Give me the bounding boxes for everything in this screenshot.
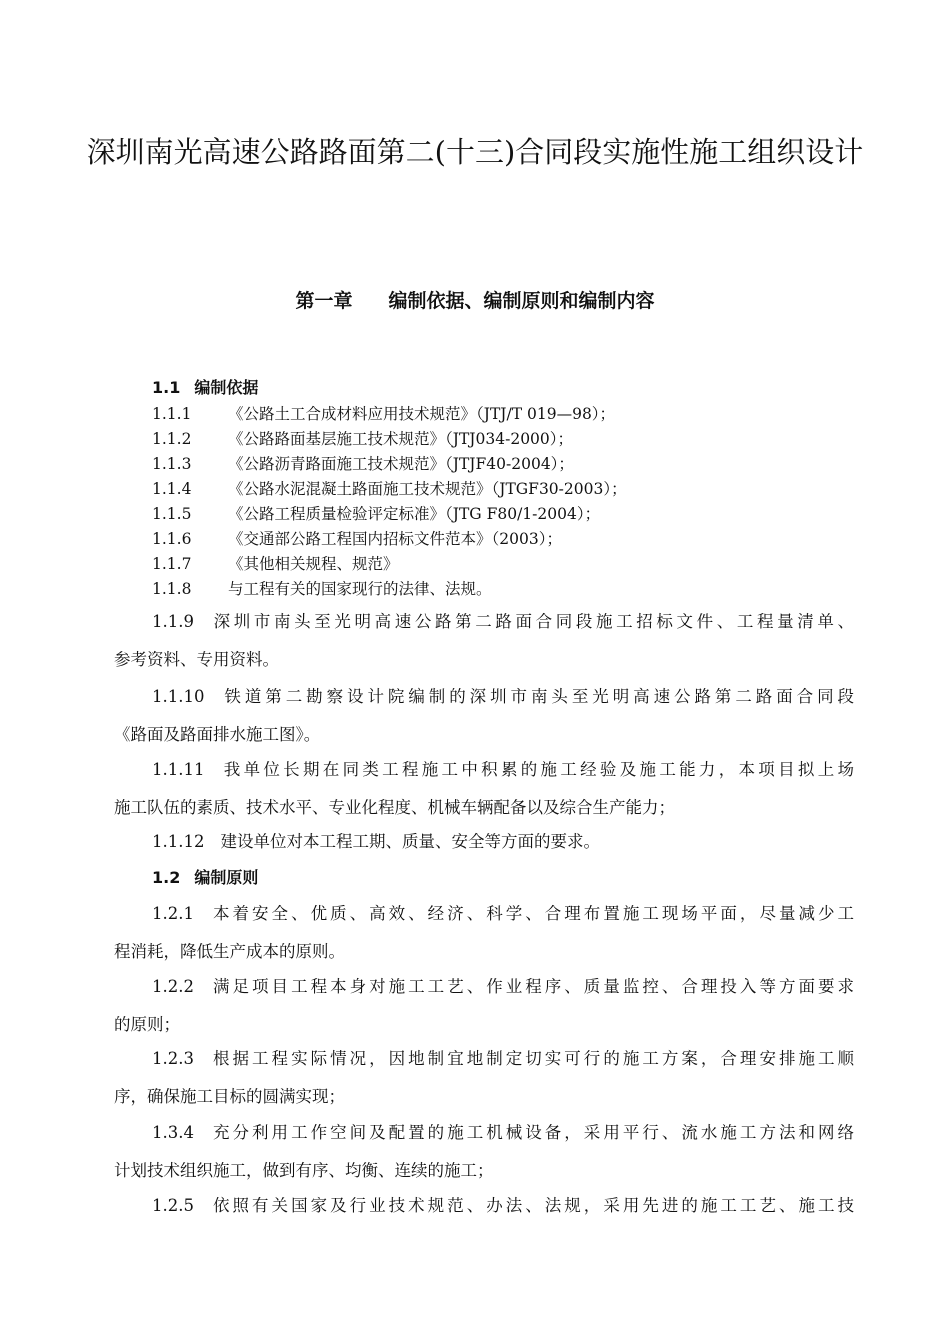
list-item-number: 1.1.1 [152,405,192,423]
list-item-text: 《其他相关规程、规范》 [228,555,399,573]
section-heading-1-2 [152,865,258,888]
paragraph-number: 1.2.5 [152,1196,194,1215]
paragraph-line [114,895,854,933]
list-item-text: 《公路土工合成材料应用技术规范》（JTJ/T 019—98）； [228,405,616,423]
paragraph-text: 根据工程实际情况，因地制宜地制定切实可行的施工方案，合理安排施工顺 [209,1049,854,1068]
chapter-name: 编制依据、编制原则和编制内容 [388,290,655,312]
paragraph-number: 1.2.3 [152,1049,194,1068]
paragraph-number: 1.1.10 [152,687,205,706]
list-item-number: 1.1.3 [152,455,192,473]
paragraph-1-1-9 [114,603,854,679]
list-item-number: 1.1.4 [152,480,192,498]
chapter-number: 第一章 [295,290,353,312]
paragraph-1-2-3 [114,1040,854,1116]
list-item-number: 1.1.2 [152,430,192,448]
list-item-number: 1.1.5 [152,505,192,523]
list-item-text: 与工程有关的国家现行的法律、法规。 [228,580,492,598]
paragraph-line: 序，确保施工目标的圆满实现； [114,1087,345,1106]
paragraph-number: 1.1.11 [152,760,205,779]
paragraph-number: 1.1.12 [152,832,205,851]
list-item-number: 1.1.6 [152,530,192,548]
paragraph-line [114,1114,854,1152]
list-item-text: 《公路工程质量检验评定标准》（JTG F80/1-2004）； [228,505,601,523]
paragraph-line [114,603,854,641]
paragraph-1-2-1 [114,895,854,971]
list-item [152,477,627,502]
paragraph-number: 1.2.2 [152,977,194,996]
section-name: 编制原则 [194,868,259,887]
paragraph-number: 1.2.1 [152,904,194,923]
basis-list [152,402,627,602]
list-item [152,527,627,552]
paragraph-1-2-5 [114,1187,854,1225]
paragraph-number: 1.3.4 [152,1123,194,1142]
chapter-heading [0,286,950,313]
paragraph-text: 充分利用工作空间及配置的施工机械设备，采用平行、流水施工方法和网络 [209,1123,854,1142]
list-item [152,502,627,527]
section-heading-1-1 [152,375,258,398]
list-item [152,552,627,577]
paragraph-text: 铁道第二勘察设计院编制的深圳市南头至光明高速公路第二路面合同段 [220,687,854,706]
paragraph-line [114,678,854,716]
section-name: 编制依据 [194,378,259,397]
paragraph-line: 参考资料、专用资料。 [114,650,279,669]
paragraph-text: 建设单位对本工程工期、质量、安全等方面的要求。 [220,832,600,851]
paragraph-text: 深圳市南头至光明高速公路第二路面合同段施工招标文件、工程量清单、 [209,612,854,631]
paragraph-line: 的原则； [114,1015,180,1034]
paragraph-number: 1.1.9 [152,612,194,631]
paragraph-line: 计划技术组织施工，做到有序、均衡、连续的施工； [114,1161,494,1180]
paragraph-line [114,823,854,861]
list-item-text: 《公路路面基层施工技术规范》（JTJ034-2000）； [228,430,574,448]
list-item [152,452,627,477]
paragraph-1-1-12 [114,823,854,861]
paragraph-line: 《路面及路面排水施工图》。 [114,725,321,744]
paragraph-line [114,1040,854,1078]
list-item-number: 1.1.7 [152,555,192,573]
section-number: 1.1 [152,378,181,397]
section-number: 1.2 [152,868,181,887]
paragraph-1-3-4 [114,1114,854,1190]
list-item-text: 《公路水泥混凝土路面施工技术规范》（JTGF30-2003）； [228,480,627,498]
paragraph-text: 满足项目工程本身对施工工艺、作业程序、质量监控、合理投入等方面要求 [209,977,854,996]
list-item-text: 《交通部公路工程国内招标文件范本》（2003）； [228,530,562,548]
paragraph-1-2-2 [114,968,854,1044]
paragraph-line: 施工队伍的素质、技术水平、专业化程度、机械车辆配备以及综合生产能力； [114,798,675,817]
paragraph-text: 我单位长期在同类工程施工中积累的施工经验及施工能力，本项目拟上场 [220,760,854,779]
list-item-text: 《公路沥青路面施工技术规范》（JTJF40-2004）； [228,455,574,473]
list-item [152,427,627,452]
paragraph-1-1-11 [114,751,854,827]
paragraph-line [114,751,854,789]
paragraph-text: 本着安全、优质、高效、经济、科学、合理布置施工现场平面，尽量减少工 [209,904,854,923]
document-title: 深圳南光高速公路路面第二(十三)合同段实施性施工组织设计 [86,135,864,169]
list-item-number: 1.1.8 [152,580,192,598]
paragraph-text: 依照有关国家及行业技术规范、办法、法规，采用先进的施工工艺、施工技 [209,1196,854,1215]
paragraph-line: 程消耗，降低生产成本的原则。 [114,942,345,961]
paragraph-line [114,968,854,1006]
list-item [152,402,627,427]
list-item [152,577,627,602]
paragraph-1-1-10 [114,678,854,754]
paragraph-line [114,1187,854,1225]
